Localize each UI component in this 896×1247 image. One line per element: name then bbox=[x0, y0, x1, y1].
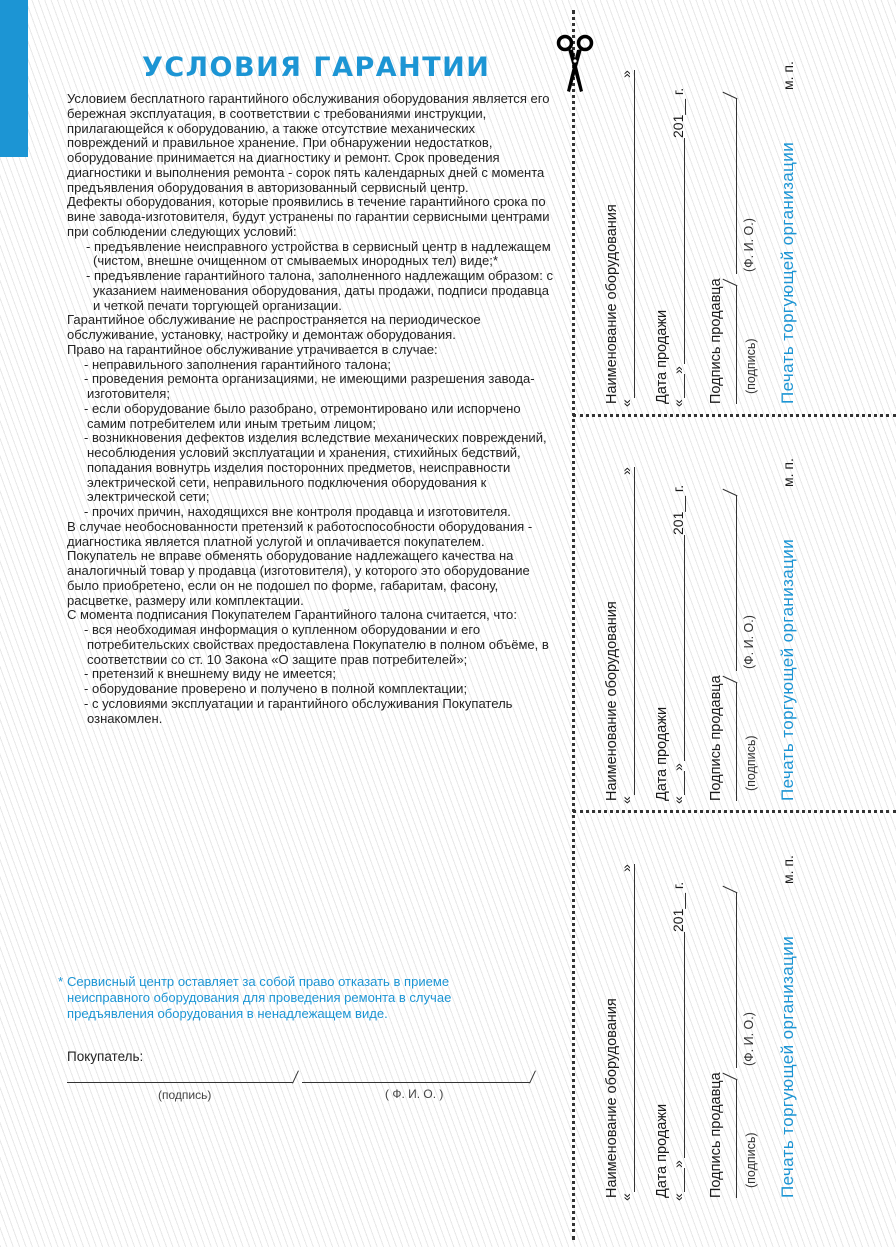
seller-signature-caption: (подпись) bbox=[744, 338, 758, 394]
buyer-label: Покупатель: bbox=[67, 1049, 144, 1064]
terms-paragraph: В случае необоснованности претензий к работоспособности оборудования - диагностика является платной услугой и оплачивается покупателем. bbox=[67, 518, 533, 549]
footnote-asterisk: * bbox=[58, 974, 64, 989]
seller-signature-caption: (подпись) bbox=[744, 1132, 758, 1188]
terms-acknowledgement-item: - с условиями эксплуатации и гарантийного обслуживания Покупатель ознакомлен. bbox=[84, 695, 513, 726]
warranty-coupon bbox=[590, 18, 896, 408]
sale-date-quote-open: « bbox=[670, 399, 686, 407]
terms-condition-item: - предъявление неисправного устройства в сервисный центр в надлежащем (чистом, внешне очищенном от смываемых инородных тел) виде;* bbox=[86, 238, 551, 269]
terms-acknowledgement-item: - вся необходимая информация о купленном оборудовании и его потребительских свойствах предоставлена Покупателю в полном объёме, в соответствии со ст. 10 Закона «О защите прав потребителей»; bbox=[84, 622, 549, 667]
sale-day-line[interactable] bbox=[684, 771, 685, 795]
seller-signature-label: Подпись продавца bbox=[708, 1072, 724, 1198]
seller-name-caption: (Ф. И. О.) bbox=[742, 218, 756, 272]
seller-signature-caption: (подпись) bbox=[744, 735, 758, 791]
stamp-label: Печать торгующей организации bbox=[778, 141, 797, 404]
warranty-terms-text bbox=[67, 92, 559, 726]
sale-date-quote-close: » bbox=[670, 763, 686, 771]
warranty-coupon bbox=[590, 415, 896, 805]
equipment-name-line[interactable] bbox=[634, 70, 635, 398]
terms-acknowledgement-item: - претензий к внешнему виду не имеется; bbox=[84, 666, 336, 682]
equipment-name-label: Наименование оборудования bbox=[604, 204, 620, 404]
sale-date-label: Дата продажи bbox=[654, 309, 670, 404]
equipment-quote-close: » bbox=[618, 70, 634, 78]
sale-day-line[interactable] bbox=[684, 374, 685, 398]
seller-name-line[interactable] bbox=[736, 892, 737, 1068]
scissors-icon bbox=[556, 34, 594, 96]
stamp-label: Печать торгующей организации bbox=[778, 935, 797, 1198]
terms-paragraph: Дефекты оборудования, которые проявились в течение гарантийного срока по вине завода-изготовителя, будут устранены по гарантии сервисными центрами при соблюдении следующих условий: bbox=[67, 194, 550, 239]
sale-date-quote-open: « bbox=[670, 1193, 686, 1201]
equipment-name-line[interactable] bbox=[634, 467, 635, 795]
terms-paragraph: Покупатель не вправе обменять оборудование надлежащего качества на аналогичный товар у продавца (изготовителя), у которого это оборудование было приобретено, если он не подошел по форме, габаритам, фасону, расцветке, размеру или комплектации. bbox=[67, 548, 530, 608]
footnote-text: Сервисный центр оставляет за собой право отказать в приеме неисправного оборудования для проведения ремонта в случае предъявления оборудования в ненадлежащем виде. bbox=[67, 974, 452, 1022]
equipment-quote-open: « bbox=[618, 1193, 634, 1201]
sale-year-text: 201__ г. bbox=[670, 881, 686, 932]
signature-separator-slash bbox=[723, 489, 738, 497]
terms-exclusion-item: - неправильного заполнения гарантийного талона; bbox=[84, 356, 391, 372]
equipment-name-label: Наименование оборудования bbox=[604, 998, 620, 1198]
seller-signature-line[interactable] bbox=[736, 1080, 737, 1198]
seller-name-line[interactable] bbox=[736, 98, 737, 274]
seller-signature-line[interactable] bbox=[736, 286, 737, 404]
seller-name-caption: (Ф. И. О.) bbox=[742, 1012, 756, 1066]
terms-condition-item: - предъявление гарантийного талона, заполненного надлежащим образом: с указанием наименования оборудования, даты продажи, подписи продавца и четкой печати торгующей организации. bbox=[86, 268, 553, 313]
sale-year-text: 201__ г. bbox=[670, 87, 686, 138]
footnote bbox=[58, 974, 528, 1023]
signature-separator-slash bbox=[723, 1073, 738, 1081]
terms-paragraph: Условием бесплатного гарантийного обслуживания оборудования является его бережная эксплуатация, в соответствии с требованиями инструкции, прилагающейся к оборудованию, а также отсутствие механических повреждений и правильное хранение. При обнаружении недостатков, оборудование принимается на диагностику и ремонт. Срок проведения диагностики и выполнения ремонта - сорок пять календарных дней с момента предъявления оборудования в авторизованный сервисный центр. bbox=[67, 91, 550, 195]
stamp-place-mark: м. п. bbox=[780, 855, 796, 884]
seller-signature-label: Подпись продавца bbox=[708, 278, 724, 404]
terms-acknowledgement-item: - оборудование проверено и получено в полной комплектации; bbox=[84, 681, 468, 696]
page-title: УСЛОВИЯ ГАРАНТИИ bbox=[142, 52, 491, 83]
terms-exclusion-item: - прочих причин, находящихся вне контроля продавца и изготовителя. bbox=[84, 504, 511, 519]
equipment-name-label: Наименование оборудования bbox=[604, 601, 620, 801]
buyer-name-line[interactable] bbox=[302, 1082, 530, 1083]
equipment-quote-open: « bbox=[618, 796, 634, 804]
seller-signature-label: Подпись продавца bbox=[708, 675, 724, 801]
sale-date-label: Дата продажи bbox=[654, 1103, 670, 1198]
signature-separator-slash bbox=[723, 92, 738, 100]
stamp-label: Печать торгующей организации bbox=[778, 538, 797, 801]
sale-date-quote-close: » bbox=[670, 1160, 686, 1168]
buyer-signature-line[interactable] bbox=[67, 1082, 293, 1083]
equipment-quote-close: » bbox=[618, 467, 634, 475]
warranty-coupon bbox=[590, 812, 896, 1202]
sale-date-label: Дата продажи bbox=[654, 706, 670, 801]
sale-month-line[interactable] bbox=[684, 138, 685, 364]
sale-month-line[interactable] bbox=[684, 535, 685, 761]
equipment-quote-open: « bbox=[618, 399, 634, 407]
cut-line-vertical bbox=[572, 10, 575, 1240]
blue-edge-tab bbox=[0, 0, 28, 157]
buyer-signature-caption: (подпись) bbox=[158, 1088, 212, 1102]
seller-name-line[interactable] bbox=[736, 495, 737, 671]
sale-date-quote-close: » bbox=[670, 366, 686, 374]
sale-month-line[interactable] bbox=[684, 932, 685, 1158]
signature-separator-slash bbox=[292, 1070, 299, 1083]
stamp-place-mark: м. п. bbox=[780, 458, 796, 487]
signature-separator-slash bbox=[723, 279, 738, 287]
terms-paragraph: С момента подписания Покупателем Гарантийного талона считается, что: bbox=[67, 607, 517, 623]
signature-separator-slash bbox=[723, 886, 738, 894]
signature-separator-slash bbox=[529, 1070, 536, 1083]
seller-signature-line[interactable] bbox=[736, 683, 737, 801]
sale-date-quote-open: « bbox=[670, 796, 686, 804]
buyer-name-caption: ( Ф. И. О. ) bbox=[385, 1087, 444, 1101]
terms-exclusion-item: - проведения ремонта организациями, не имеющими разрешения завода-изготовителя; bbox=[84, 371, 535, 401]
signature-separator-slash bbox=[723, 676, 738, 684]
terms-paragraph: Гарантийное обслуживание не распространяется на периодическое обслуживание, установку, настройку и демонтаж оборудования. bbox=[67, 312, 481, 342]
equipment-name-line[interactable] bbox=[634, 864, 635, 1192]
sale-day-line[interactable] bbox=[684, 1168, 685, 1192]
terms-exclusion-item: - возникновения дефектов изделия вследствие механических повреждений, несоблюдения условий эксплуатации и хранения, стихийных бедствий, попадания вовнутрь изделия посторонних предметов, неисправности электрической сети, неправильного подключения оборудования к электрической сети; bbox=[84, 430, 547, 505]
seller-name-caption: (Ф. И. О.) bbox=[742, 615, 756, 669]
sale-year-text: 201__ г. bbox=[670, 484, 686, 535]
terms-paragraph: Право на гарантийное обслуживание утрачивается в случае: bbox=[67, 341, 438, 357]
equipment-quote-close: » bbox=[618, 864, 634, 872]
stamp-place-mark: м. п. bbox=[780, 61, 796, 90]
terms-exclusion-item: - если оборудование было разобрано, отремонтировано или испорчено самим потребителем или иным третьим лицом; bbox=[84, 400, 521, 431]
